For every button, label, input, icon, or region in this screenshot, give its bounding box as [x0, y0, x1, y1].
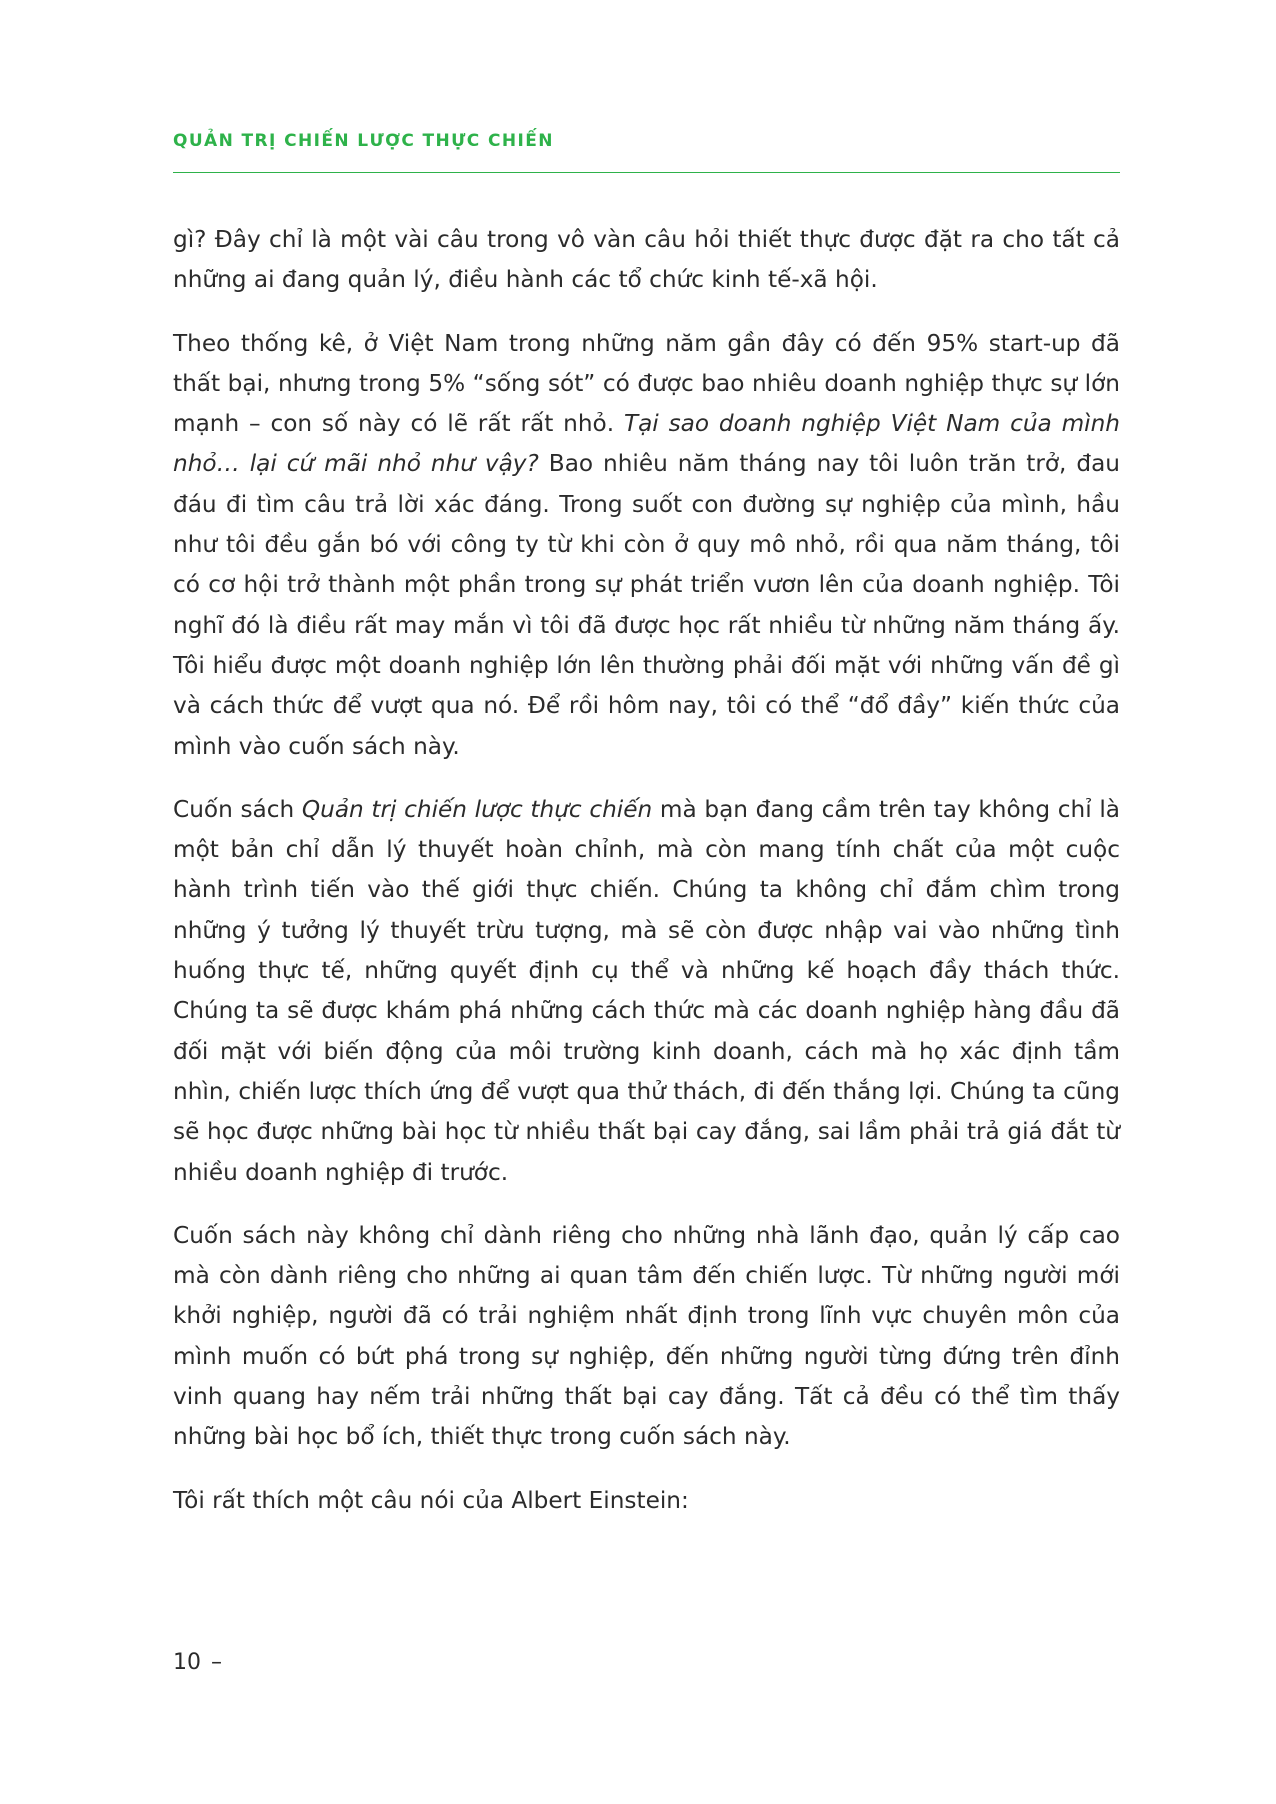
paragraph-2-text-b: Bao nhiêu năm tháng nay tôi luôn trăn trở, đau đáu đi tìm câu trả lời xác đáng. Trong suốt con đường sự nghiệp của mình, hầu như tôi đều gắn bó với công ty từ khi còn ở quy mô nhỏ, rồi qua năm tháng, tôi có cơ hội trở thành một phần trong sự phát triển vươn lên của doanh nghiệp. Tôi nghĩ đó là điều rất may mắn vì tôi đã được học rất nhiều từ những năm tháng ấy. Tôi hiểu được một doanh nghiệp lớn lên thường phải đối mặt với những vấn đề gì và cách thức để vượt qua nó. Để rồi hôm nay, tôi có thể “đổ đầy” kiến thức của mình vào cuốn sách này. — [173, 450, 1120, 760]
page-number: 10 — [173, 1650, 201, 1675]
paragraph-3-italic-book-title: Quản trị chiến lược thực chiến — [301, 795, 653, 823]
paragraph-2-text-a: Theo thống kê, ở Việt Nam trong những năm gần đây có đến 95% start-up đã thất bại, nhưng trong 5% “sống sót” có được bao nhiêu doanh nghiệp thực sự lớn mạnh – con số này có lẽ rất rất nhỏ. — [173, 329, 1120, 438]
paragraph-5: Tôi rất thích một câu nói của Albert Einstein: — [173, 1486, 689, 1514]
running-title: QUẢN TRỊ CHIẾN LƯỢC THỰC CHIẾN — [173, 131, 554, 151]
header-divider — [173, 172, 1120, 173]
paragraph-2-italic-question: Tại sao doanh nghiệp Việt Nam của mình nhỏ… lại cứ mãi nhỏ như vậy? — [173, 410, 1121, 478]
paragraph-1: gì? Đây chỉ là một vài câu trong vô vàn câu hỏi thiết thực được đặt ra cho tất cả những ai đang quản lý, điều hành các tổ chức kinh tế-xã hội. — [173, 226, 1120, 294]
page-number-dash: – — [211, 1650, 222, 1675]
paragraph-3 — [173, 790, 1120, 1193]
body-text — [173, 220, 1120, 1544]
paragraph-3-text-b: mà bạn đang cầm trên tay không chỉ là một bản chỉ dẫn lý thuyết hoàn chỉnh, mà còn mang tính chất của một cuộc hành trình tiến vào thế giới thực chiến. Chúng ta không chỉ đắm chìm trong những ý tưởng lý thuyết trừu tượng, mà sẽ còn được nhập vai vào những tình huống thực tế, những quyết định cụ thể và những kế hoạch đầy thách thức. Chúng ta sẽ được khám phá những cách thức mà các doanh nghiệp hàng đầu đã đối mặt với biến động của môi trường kinh doanh, cách mà họ xác định tầm nhìn, chiến lược thích ứng để vượt qua thử thách, đi đến thắng lợi. Chúng ta cũng sẽ học được những bài học từ nhiều thất bại cay đắng, sai lầm phải trả giá đắt từ nhiều doanh nghiệp đi trước. — [173, 795, 1120, 1186]
page-header — [173, 130, 1120, 173]
paragraph-2 — [173, 324, 1120, 767]
paragraph-3-text-a: Cuốn sách — [173, 795, 302, 823]
paragraph-4: Cuốn sách này không chỉ dành riêng cho những nhà lãnh đạo, quản lý cấp cao mà còn dành riêng cho những ai quan tâm đến chiến lược. Từ những người mới khởi nghiệp, người đã có trải nghiệm nhất định trong lĩnh vực chuyên môn của mình muốn có bứt phá trong sự nghiệp, đến những người từng đứng trên đỉnh vinh quang hay nếm trải những thất bại cay đắng. Tất cả đều có thể tìm thấy những bài học bổ ích, thiết thực trong cuốn sách này. — [173, 1221, 1120, 1451]
page-footer — [173, 1650, 222, 1675]
